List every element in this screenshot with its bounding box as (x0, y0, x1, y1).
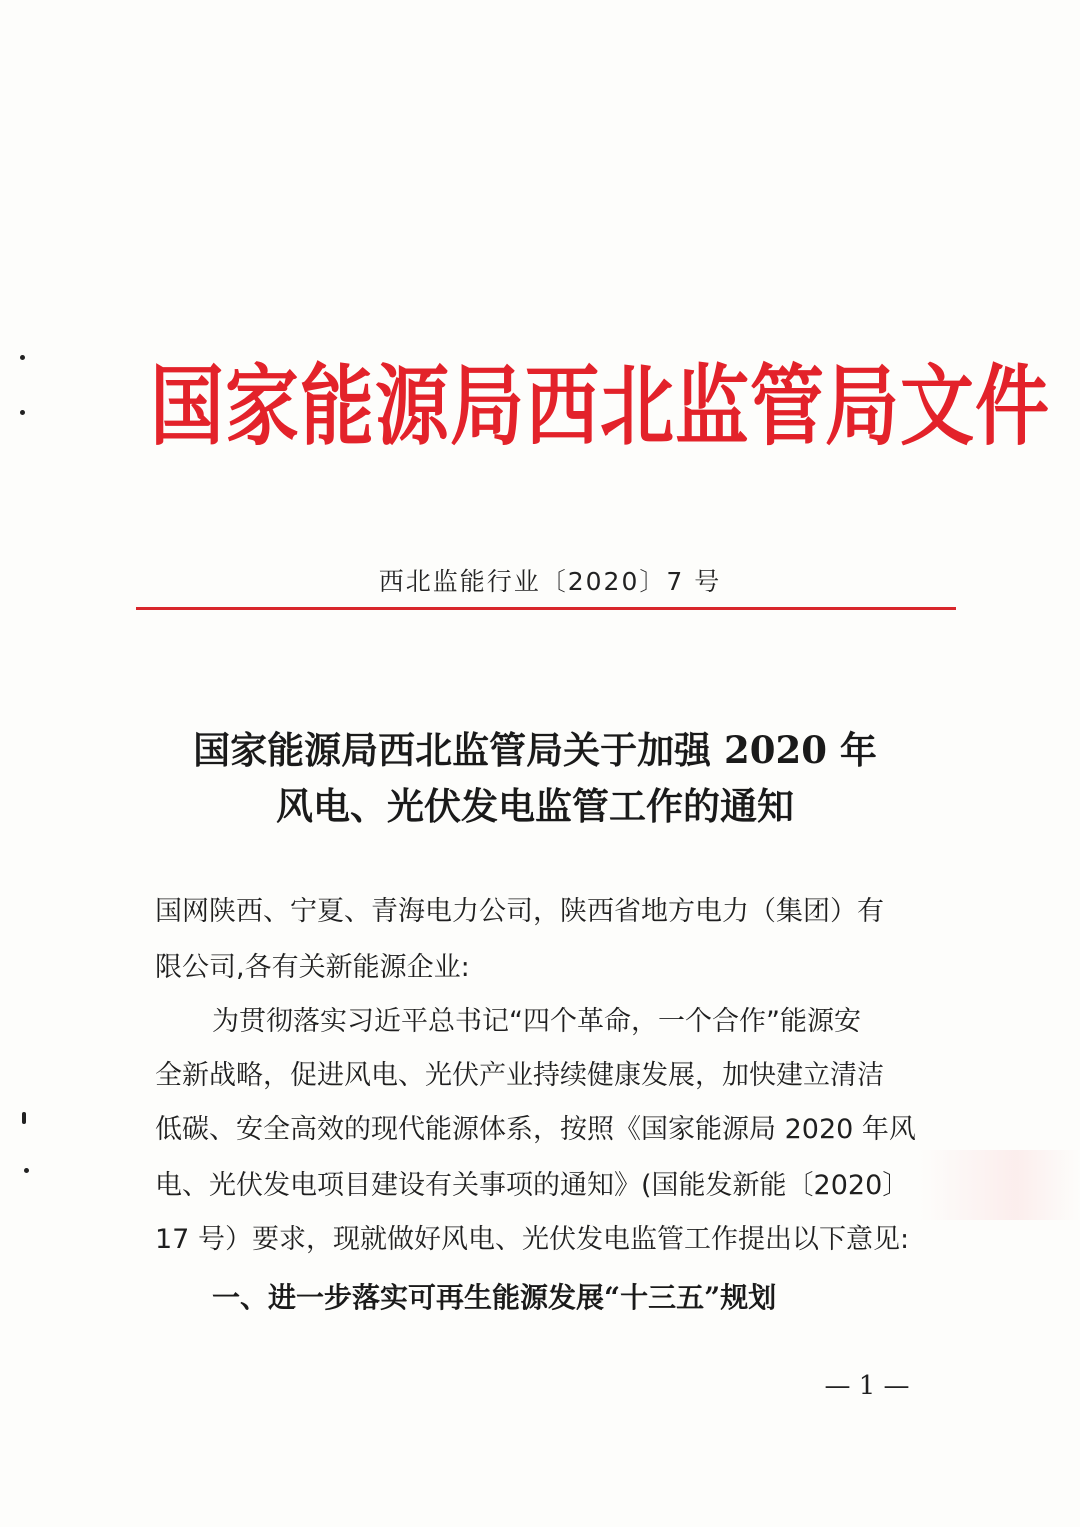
binding-mark (20, 355, 25, 360)
notice-title-line-2: 风电、光伏发电监管工作的通知 (276, 784, 794, 828)
document-number: 西北监能行业〔2020〕7 号 (378, 567, 722, 596)
scan-tint (920, 1150, 1080, 1220)
section-heading: 一、进一步落实可再生能源发展“十三五”规划 (212, 1281, 777, 1314)
addressee-line-1: 国网陕西、宁夏、青海电力公司，陕西省地方电力（集团）有 (155, 896, 884, 927)
body-paragraph-line: 为贯彻落实习近平总书记“四个革命，一个合作”能源安 (212, 1006, 861, 1037)
document-masthead: 国家能源局西北监管局文件 (150, 356, 1050, 458)
addressee-line-2: 限公司,各有关新能源企业: (155, 952, 470, 983)
binding-mark (24, 1168, 29, 1173)
body-paragraph-line: 17 号）要求，现就做好风电、光伏发电监管工作提出以下意见: (155, 1224, 910, 1255)
body-paragraph-line: 低碳、安全高效的现代能源体系，按照《国家能源局 2020 年风 (155, 1114, 916, 1145)
body-paragraph-line: 电、光伏发电项目建设有关事项的通知》(国能发新能〔2020〕 (155, 1170, 910, 1201)
notice-title-line-1: 国家能源局西北监管局关于加强 2020 年 (193, 728, 877, 772)
body-paragraph-line: 全新战略，促进风电、光伏产业持续健康发展，加快建立清洁 (155, 1060, 884, 1091)
page-number: — 1 — (824, 1371, 910, 1401)
red-separator-rule (136, 607, 956, 610)
binding-mark (22, 1112, 26, 1124)
binding-mark (20, 410, 25, 415)
